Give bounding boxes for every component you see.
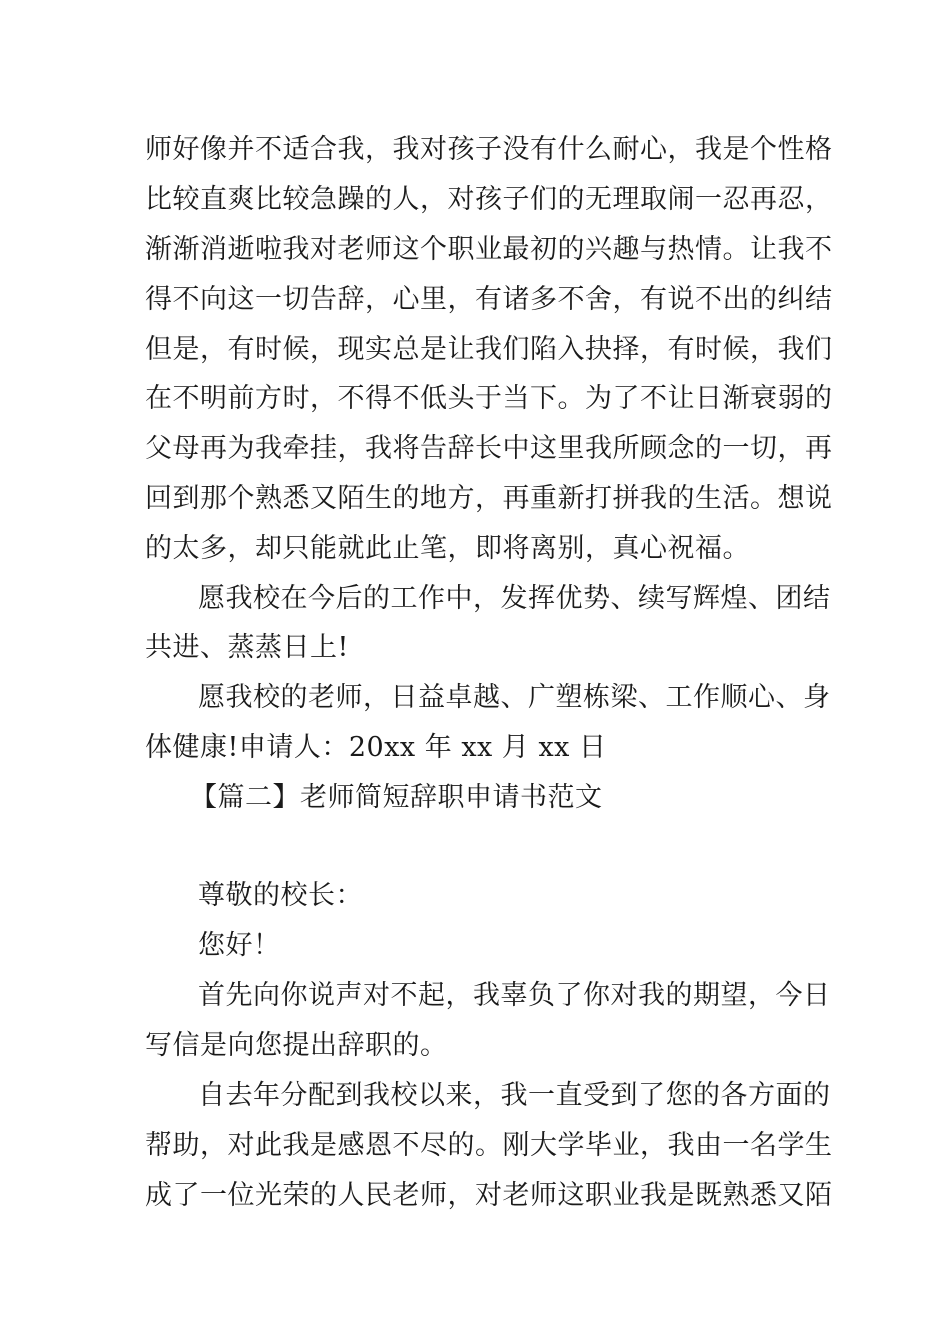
salutation: 尊敬的校长： xyxy=(198,880,363,911)
text-line: 成了一位光荣的人民老师，对老师这职业我是既熟悉又陌 xyxy=(145,1180,833,1211)
signature-line: 体健康!申请人：20xx 年 xx 月 xx 日 xyxy=(145,732,607,763)
paragraph-line: 自去年分配到我校以来，我一直受到了您的各方面的 xyxy=(198,1080,831,1111)
text-line: 但是，有时候，现实总是让我们陷入抉择，有时候，我们 xyxy=(145,334,833,365)
text-line: 渐渐消逝啦我对老师这个职业最初的兴趣与热情。让我不 xyxy=(145,234,833,265)
text-line: 写信是向您提出辞职的。 xyxy=(145,1030,448,1061)
paragraph-line: 首先向你说声对不起，我辜负了你对我的期望，今日 xyxy=(198,980,831,1011)
text-line: 回到那个熟悉又陌生的地方，再重新打拼我的生活。想说 xyxy=(145,483,833,514)
text-line: 师好像并不适合我，我对孩子没有什么耐心，我是个性格 xyxy=(145,134,833,165)
text-line: 父母再为我牵挂，我将告辞长中这里我所顾念的一切，再 xyxy=(145,433,833,464)
greeting: 您好！ xyxy=(198,930,281,961)
paragraph-line: 愿我校在今后的工作中，发挥优势、续写辉煌、团结 xyxy=(198,583,831,614)
text-line: 帮助，对此我是感恩不尽的。刚大学毕业，我由一名学生 xyxy=(145,1130,833,1161)
text-line: 的太多，却只能就此止笔，即将离别，真心祝福。 xyxy=(145,533,750,564)
text-line: 在不明前方时，不得不低头于当下。为了不让日渐衰弱的 xyxy=(145,383,833,414)
text-line: 比较直爽比较急躁的人，对孩子们的无理取闹一忍再忍， xyxy=(145,184,833,215)
text-line: 共进、蒸蒸日上! xyxy=(145,632,349,663)
paragraph-line: 愿我校的老师，日益卓越、广塑栋梁、工作顺心、身 xyxy=(198,682,831,713)
text-line: 得不向这一切告辞，心里，有诸多不舍，有说不出的纠结 xyxy=(145,284,833,315)
section-heading: 【篇二】老师简短辞职申请书范文 xyxy=(190,782,603,813)
